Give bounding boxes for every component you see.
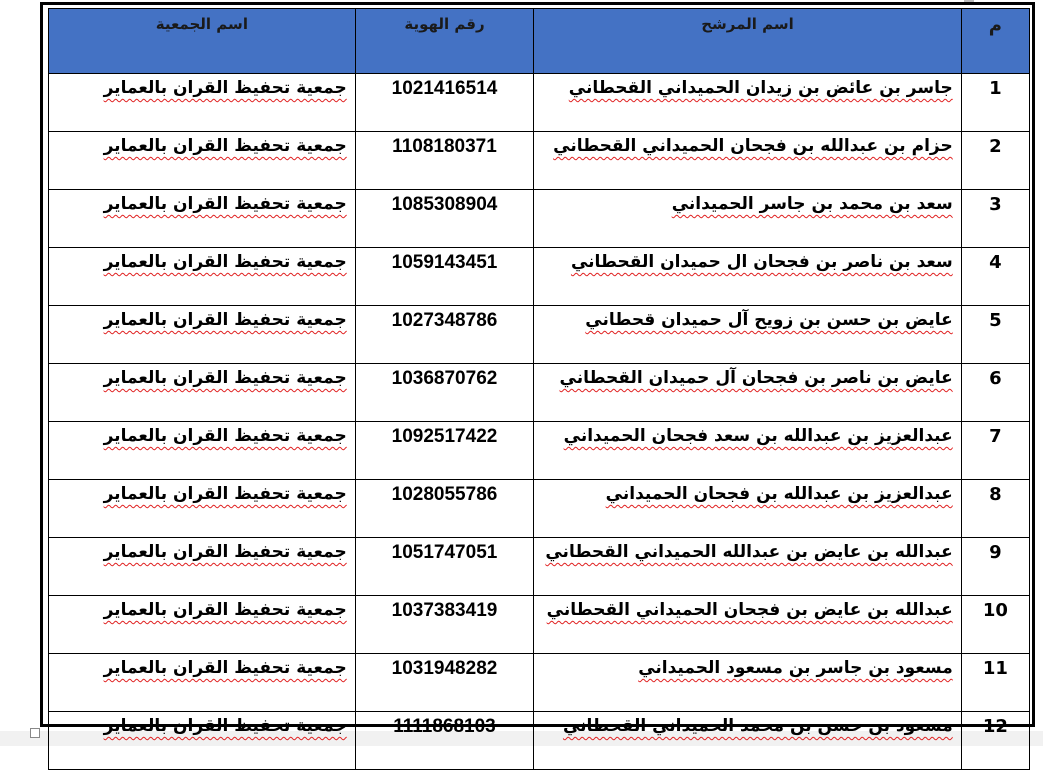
- cell-num-text: 2: [989, 136, 1002, 157]
- cell-num[interactable]: [961, 538, 1029, 596]
- cell-candidate-name[interactable]: [534, 74, 961, 132]
- cell-id-number[interactable]: [355, 364, 534, 422]
- cell-candidate-name[interactable]: [534, 712, 961, 770]
- table-row: [49, 480, 1030, 538]
- cell-association-name-text: جمعية تحفيظ القران بالعماير: [103, 484, 347, 504]
- cell-id-number-text: 1092517422: [391, 426, 498, 447]
- cell-candidate-name-text: جاسر بن عائض بن زيدان الحميداني القحطاني: [568, 78, 953, 98]
- cell-num-text: 5: [989, 310, 1002, 331]
- cell-candidate-name[interactable]: [534, 190, 961, 248]
- header-row: [49, 9, 1030, 74]
- header-association-name[interactable]: اسم الجمعية: [49, 9, 356, 74]
- candidates-table: [48, 8, 1030, 770]
- cell-id-number-text: 1111868103: [393, 716, 496, 737]
- table-row: [49, 190, 1030, 248]
- cell-num[interactable]: [961, 306, 1029, 364]
- cell-candidate-name-text: عبدالعزيز بن عبدالله بن فجحان الحميداني: [605, 484, 953, 504]
- cell-association-name[interactable]: [49, 480, 356, 538]
- cell-num[interactable]: [961, 132, 1029, 190]
- cell-candidate-name-text: عبدالله بن عايض بن فجحان الحميداني القحطاني: [546, 600, 953, 620]
- cell-id-number-text: 1059143451: [391, 252, 498, 273]
- cell-candidate-name-text: سعد بن ناصر بن فجحان ال حميدان القحطاني: [570, 252, 953, 272]
- cell-association-name-text: جمعية تحفيظ القران بالعماير: [103, 194, 347, 214]
- cell-candidate-name-text: عبدالعزيز بن عبدالله بن سعد فجحان الحميداني: [563, 426, 953, 446]
- cell-candidate-name-text: عايض بن ناصر بن فجحان آل حميدان القحطاني: [559, 368, 953, 388]
- cell-id-number-text: 1036870762: [391, 368, 498, 389]
- cell-num[interactable]: [961, 190, 1029, 248]
- table-row: [49, 654, 1030, 712]
- cell-association-name-text: جمعية تحفيظ القران بالعماير: [103, 542, 347, 562]
- cell-candidate-name-text: حزام بن عبدالله بن فجحان الحميداني القحطاني: [553, 136, 953, 156]
- cell-candidate-name[interactable]: [534, 364, 961, 422]
- cell-num[interactable]: [961, 74, 1029, 132]
- cell-association-name-text: جمعية تحفيظ القران بالعماير: [103, 600, 347, 620]
- cell-num[interactable]: [961, 654, 1029, 712]
- cell-id-number[interactable]: [355, 132, 534, 190]
- cell-id-number[interactable]: [355, 306, 534, 364]
- table-row: [49, 364, 1030, 422]
- page-border-frame: [40, 2, 1035, 737]
- cell-num-text: 7: [989, 426, 1002, 447]
- cell-num-text: 8: [989, 484, 1002, 505]
- cell-association-name[interactable]: [49, 654, 356, 712]
- cell-id-number[interactable]: [355, 248, 534, 306]
- cell-candidate-name-text: عايض بن حسن بن زويح آل حميدان قحطاني: [585, 310, 953, 330]
- cell-num-text: 9: [989, 542, 1002, 563]
- cell-candidate-name[interactable]: [534, 480, 961, 538]
- cell-candidate-name[interactable]: [534, 538, 961, 596]
- cell-association-name[interactable]: [49, 190, 356, 248]
- header-num[interactable]: م: [961, 9, 1029, 74]
- cell-association-name[interactable]: [49, 538, 356, 596]
- cell-id-number-text: 1037383419: [391, 600, 498, 621]
- cell-num[interactable]: [961, 364, 1029, 422]
- cell-num[interactable]: [961, 422, 1029, 480]
- cell-id-number[interactable]: [355, 480, 534, 538]
- cell-num-text: 3: [989, 194, 1002, 215]
- cell-association-name-text: جمعية تحفيظ القران بالعماير: [103, 310, 347, 330]
- cell-id-number[interactable]: [355, 654, 534, 712]
- header-id-number[interactable]: رقم الهوية: [355, 9, 534, 74]
- table-row: [49, 74, 1030, 132]
- cell-candidate-name[interactable]: [534, 596, 961, 654]
- table-body: [49, 74, 1030, 770]
- cell-id-number-text: 1021416514: [391, 78, 498, 99]
- cell-num-text: 11: [982, 658, 1008, 679]
- table-row: [49, 596, 1030, 654]
- cell-candidate-name-text: سعد بن محمد بن جاسر الحميداني: [671, 194, 953, 214]
- cell-id-number[interactable]: [355, 538, 534, 596]
- table-row: [49, 248, 1030, 306]
- cell-num[interactable]: [961, 596, 1029, 654]
- cell-association-name-text: جمعية تحفيظ القران بالعماير: [103, 368, 347, 388]
- cell-candidate-name-text: مسعود بن حسن بن محمد الحميداني القحطاني: [562, 716, 953, 736]
- cell-association-name[interactable]: [49, 248, 356, 306]
- cell-candidate-name[interactable]: [534, 654, 961, 712]
- cell-candidate-name[interactable]: [534, 248, 961, 306]
- cell-id-number[interactable]: [355, 74, 534, 132]
- cell-association-name-text: جمعية تحفيظ القران بالعماير: [103, 426, 347, 446]
- cell-num-text: 12: [982, 716, 1008, 737]
- cell-association-name-text: جمعية تحفيظ القران بالعماير: [103, 658, 347, 678]
- cell-candidate-name-text: مسعود بن جاسر بن مسعود الحميداني: [638, 658, 953, 678]
- cell-id-number-text: 1108180371: [392, 136, 497, 157]
- cell-id-number[interactable]: [355, 596, 534, 654]
- header-candidate-name[interactable]: اسم المرشح: [534, 9, 961, 74]
- table-row: [49, 306, 1030, 364]
- cell-num-text: 4: [989, 252, 1002, 273]
- cell-candidate-name[interactable]: [534, 306, 961, 364]
- cell-num-text: 6: [989, 368, 1002, 389]
- cell-association-name[interactable]: [49, 132, 356, 190]
- cell-id-number[interactable]: [355, 190, 534, 248]
- cell-num[interactable]: [961, 248, 1029, 306]
- cell-candidate-name-text: عبدالله بن عايض بن عبدالله الحميداني القحطاني: [545, 542, 953, 562]
- cell-id-number-text: 1031948282: [391, 658, 498, 679]
- cell-association-name[interactable]: [49, 712, 356, 770]
- cell-id-number-text: 1051747051: [391, 542, 498, 563]
- table-resize-handle[interactable]: [30, 728, 40, 738]
- cell-association-name-text: جمعية تحفيظ القران بالعماير: [103, 252, 347, 272]
- cell-association-name[interactable]: [49, 422, 356, 480]
- cell-candidate-name[interactable]: [534, 132, 961, 190]
- cell-id-number[interactable]: [355, 422, 534, 480]
- cell-num-text: 1: [989, 78, 1002, 99]
- table-row: [49, 132, 1030, 190]
- table-header: [49, 9, 1030, 74]
- cell-association-name-text: جمعية تحفيظ القران بالعماير: [103, 716, 347, 736]
- cell-id-number-text: 1028055786: [391, 484, 498, 505]
- table-row: [49, 422, 1030, 480]
- cell-association-name[interactable]: [49, 364, 356, 422]
- cell-candidate-name[interactable]: [534, 422, 961, 480]
- cell-id-number-text: 1027348786: [391, 310, 498, 331]
- cell-association-name[interactable]: [49, 306, 356, 364]
- cell-num[interactable]: [961, 712, 1029, 770]
- cell-id-number[interactable]: [355, 712, 534, 770]
- cell-num[interactable]: [961, 480, 1029, 538]
- cell-association-name-text: جمعية تحفيظ القران بالعماير: [103, 136, 347, 156]
- table-row: [49, 712, 1030, 770]
- cell-id-number-text: 1085308904: [391, 194, 498, 215]
- table-row: [49, 538, 1030, 596]
- cell-association-name[interactable]: [49, 596, 356, 654]
- cell-association-name[interactable]: [49, 74, 356, 132]
- cell-num-text: 10: [982, 600, 1008, 621]
- cell-association-name-text: جمعية تحفيظ القران بالعماير: [103, 78, 347, 98]
